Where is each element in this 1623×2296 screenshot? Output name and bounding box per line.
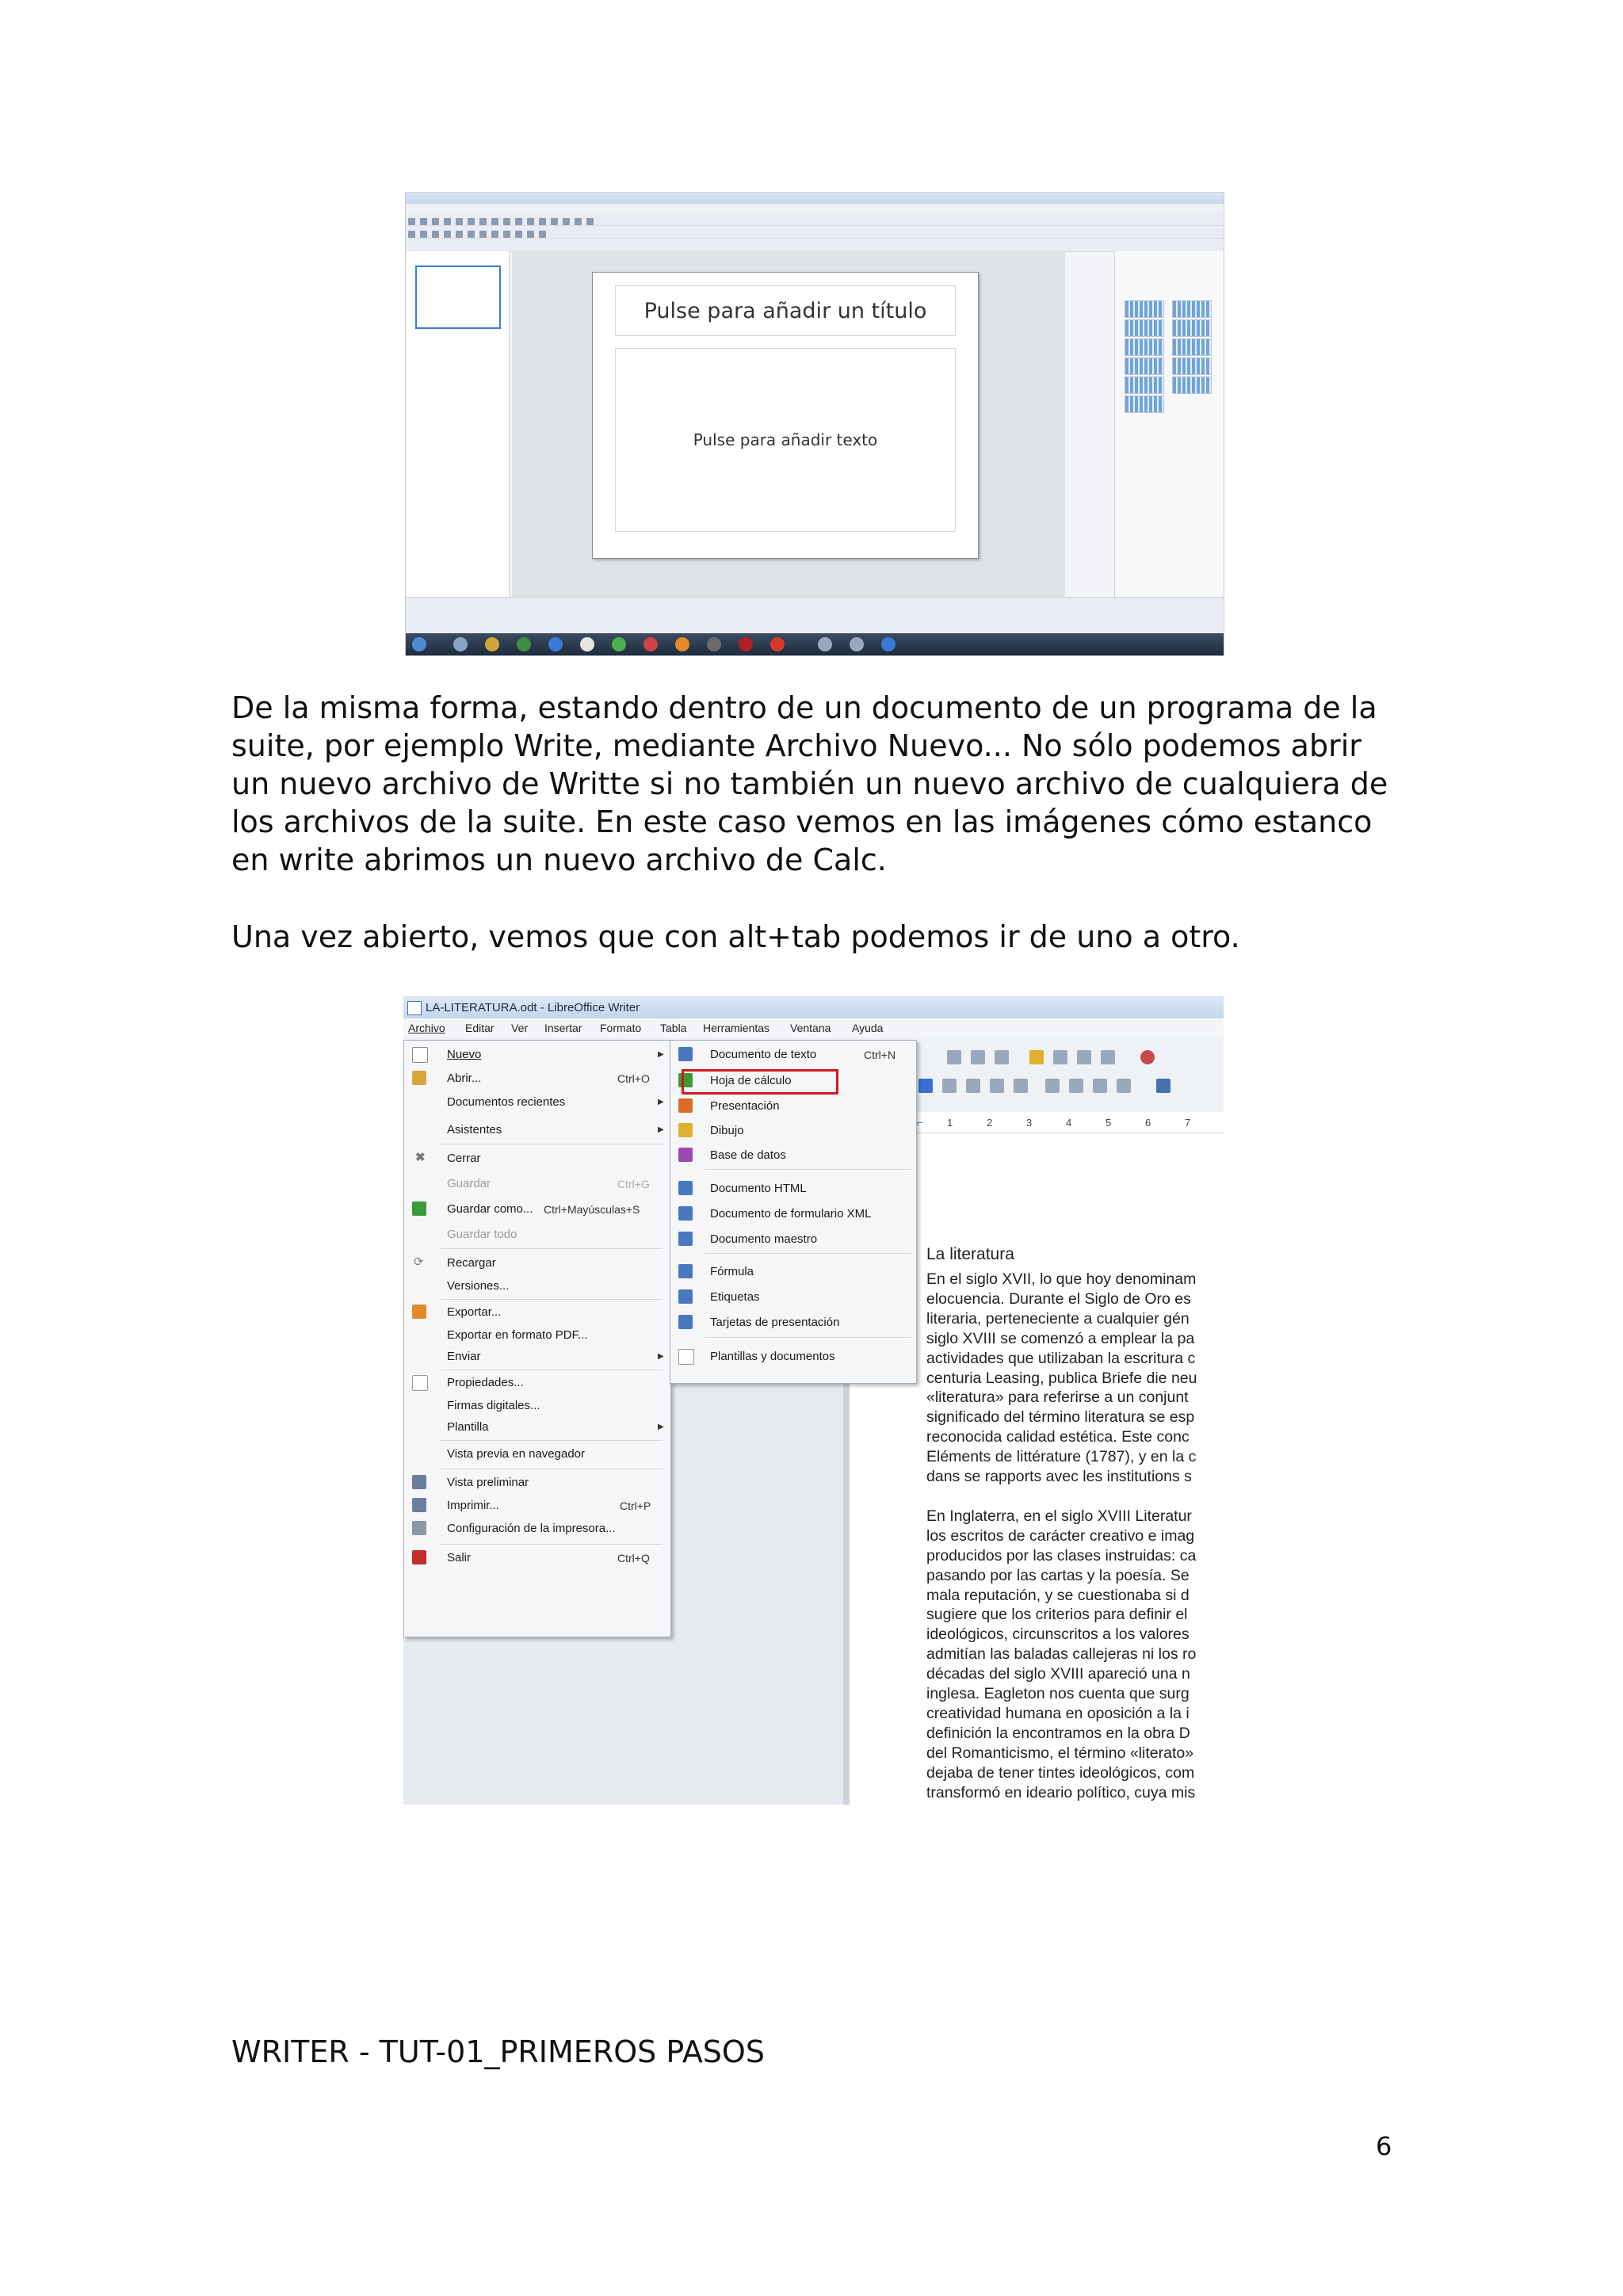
- font-color-icon[interactable]: [918, 1079, 933, 1093]
- menu-ver[interactable]: Ver: [511, 1022, 529, 1034]
- reload-icon: ⟳: [414, 1255, 424, 1269]
- menu-separator: [441, 1299, 663, 1300]
- body-paragraph: Una vez abierto, vemos que con alt+tab podemos ir de uno a otro.: [231, 919, 1240, 954]
- document-heading: La literatura: [926, 1245, 1014, 1263]
- text-document-icon: [678, 1047, 693, 1061]
- document-line: [926, 1487, 1224, 1507]
- impress-titlebar: [406, 193, 1224, 204]
- writer-titlebar: [403, 996, 1224, 1019]
- document-line: centuria Leasing, publica Briefe die neu: [926, 1369, 1197, 1387]
- writer-document-icon: [407, 1001, 422, 1015]
- slide-thumbnail[interactable]: [415, 266, 501, 329]
- submenu-arrow-icon: ▶: [658, 1423, 664, 1431]
- menu-item-versiones[interactable]: Versiones...: [447, 1279, 510, 1293]
- presentation-icon: [678, 1098, 693, 1113]
- toolbar-icon[interactable]: [947, 1050, 961, 1064]
- menu-item-exportar-pdf[interactable]: Exportar en formato PDF...: [447, 1328, 588, 1342]
- layout-thumb[interactable]: [1172, 338, 1212, 356]
- menu-item-enviar[interactable]: Enviar: [447, 1350, 481, 1363]
- document-line: Eléments de littérature (1787), y en la c: [926, 1448, 1197, 1466]
- document-text: [926, 1270, 1224, 1802]
- page-number: 6: [1376, 2131, 1392, 2161]
- menu-separator: [441, 1248, 663, 1249]
- layout-thumb[interactable]: [1172, 376, 1212, 394]
- tasks-panel: [1114, 251, 1224, 597]
- templates-icon: [678, 1349, 694, 1365]
- start-icon[interactable]: [412, 637, 426, 651]
- menu-item-guardar-todo[interactable]: Guardar todo: [447, 1228, 517, 1241]
- tab-stop-icon: ⌐: [917, 1117, 923, 1129]
- document-line: reconocida calidad estética. Este conc: [926, 1428, 1190, 1446]
- business-cards-icon: [678, 1315, 693, 1329]
- layout-thumb[interactable]: [1172, 357, 1212, 375]
- toolbar-icon[interactable]: [1077, 1050, 1091, 1064]
- taskbar-app-icon[interactable]: [453, 637, 468, 651]
- menu-separator: [441, 1440, 663, 1441]
- menu-item-plantilla[interactable]: Plantilla: [447, 1420, 489, 1434]
- menu-separator: [441, 1544, 663, 1545]
- layout-thumb[interactable]: [1125, 357, 1164, 375]
- printer-settings-icon: [412, 1521, 426, 1535]
- layout-thumb[interactable]: [1125, 300, 1164, 318]
- xml-form-icon: [678, 1206, 693, 1221]
- menu-separator: [705, 1337, 911, 1338]
- toolbar-icon[interactable]: [995, 1050, 1009, 1064]
- shortcut-label: Ctrl+O: [617, 1072, 650, 1085]
- menu-separator: [705, 1253, 911, 1254]
- list-icon[interactable]: [1045, 1079, 1060, 1093]
- labels-icon: [678, 1289, 693, 1304]
- taskbar-app-icon[interactable]: [675, 637, 689, 651]
- toolbar-icon[interactable]: [971, 1050, 985, 1064]
- taskbar-app-icon[interactable]: [739, 637, 753, 651]
- ruler-label: 7: [1185, 1117, 1191, 1129]
- document-line: dejaba de tener tintes ideológicos, com: [926, 1763, 1195, 1782]
- taskbar-app-icon[interactable]: [485, 637, 499, 651]
- impress-menubar: [406, 204, 1224, 213]
- layout-thumb[interactable]: [1172, 319, 1212, 337]
- impress-screenshot: [405, 192, 1224, 656]
- menu-item-nuevo[interactable]: Nuevo: [447, 1048, 482, 1061]
- justify-icon[interactable]: [1014, 1079, 1028, 1093]
- submenu-item-plantillas[interactable]: Plantillas y documentos: [710, 1350, 835, 1363]
- document-line: producidos por las clases instruidas: ca: [926, 1546, 1197, 1564]
- document-line: inglesa. Eagleton nos cuenta que surg: [926, 1685, 1190, 1703]
- taskbar-app-icon[interactable]: [881, 637, 896, 651]
- document-line: definición la encontramos en la obra D: [926, 1724, 1190, 1742]
- submenu-item-presentacion[interactable]: Presentación: [710, 1099, 780, 1113]
- ruler-label: 6: [1145, 1117, 1151, 1129]
- document-line: los escritos de carácter creativo e imag: [926, 1526, 1195, 1545]
- close-icon: ✖: [415, 1151, 426, 1164]
- layout-thumb[interactable]: [1125, 338, 1164, 356]
- menu-item-guardar-como[interactable]: Guardar como...: [447, 1202, 533, 1216]
- list-icon[interactable]: [1069, 1079, 1083, 1093]
- shortcut-label: Ctrl+G: [617, 1178, 650, 1190]
- document-line: admitían las baladas callejeras ni los ro: [926, 1645, 1197, 1664]
- document-line: sugiere que los criterios para definir el: [926, 1606, 1188, 1624]
- window-title: LA-LITERATURA.odt - LibreOffice Writer: [426, 1000, 640, 1014]
- document-line: En el siglo XVII, lo que hoy denominam: [926, 1270, 1197, 1288]
- menu-insertar[interactable]: Insertar: [544, 1022, 582, 1034]
- menu-item-recargar[interactable]: Recargar: [447, 1256, 496, 1270]
- ruler-label: 4: [1066, 1117, 1072, 1129]
- submenu-item-documento-html[interactable]: Documento HTML: [710, 1182, 807, 1195]
- exit-icon: [412, 1550, 426, 1564]
- title-placeholder[interactable]: Pulse para añadir un título: [615, 285, 956, 336]
- document-line: siglo XVIII se comenzó a emplear la pa: [926, 1329, 1195, 1347]
- database-icon: [678, 1148, 693, 1162]
- document-line: En Inglaterra, en el siglo XVIII Literatur: [926, 1507, 1192, 1525]
- submenu-item-formulario-xml[interactable]: Documento de formulario XML: [710, 1207, 872, 1221]
- export-icon: [412, 1305, 426, 1319]
- html-document-icon: [678, 1181, 693, 1195]
- align-left-icon[interactable]: [942, 1079, 957, 1093]
- toolbar-icon[interactable]: [1101, 1050, 1115, 1064]
- printer-icon: [412, 1498, 426, 1512]
- submenu-arrow-icon: ▶: [658, 1050, 664, 1059]
- ruler-label: 2: [987, 1117, 993, 1129]
- submenu-item-base-datos[interactable]: Base de datos: [710, 1148, 786, 1162]
- writer-menubar: [403, 1018, 1224, 1038]
- nuevo-submenu: [670, 1040, 917, 1384]
- submenu-item-documento-texto[interactable]: Documento de texto: [710, 1048, 817, 1061]
- document-line: transformó en ideario político, cuya mis: [926, 1783, 1196, 1801]
- save-as-icon: [412, 1201, 426, 1216]
- document-line: del Romanticismo, el término «literato»: [926, 1744, 1194, 1762]
- footer-title: WRITER - TUT-01_PRIMEROS PASOS: [231, 2034, 765, 2069]
- document-line: pasando por las cartas y la poesía. Se: [926, 1566, 1190, 1584]
- menu-ventana[interactable]: Ventana: [790, 1022, 831, 1034]
- windows-taskbar: [406, 633, 1224, 655]
- taskbar-app-icon[interactable]: [707, 637, 721, 651]
- document-line: literaria, perteneciente a cualquier gén: [926, 1309, 1190, 1328]
- shortcut-label: Ctrl+N: [864, 1049, 896, 1061]
- toolbar-icon[interactable]: [1140, 1050, 1155, 1064]
- menu-item-asistentes[interactable]: Asistentes: [447, 1123, 502, 1137]
- submenu-arrow-icon: ▶: [658, 1125, 664, 1134]
- shortcut-label: Ctrl+Q: [617, 1552, 650, 1564]
- layout-thumb[interactable]: [1125, 395, 1164, 413]
- taskbar-app-icon[interactable]: [548, 637, 563, 651]
- menu-herramientas[interactable]: Herramientas: [703, 1022, 770, 1034]
- submenu-item-tarjetas[interactable]: Tarjetas de presentación: [710, 1316, 840, 1329]
- menu-archivo[interactable]: Archivo: [408, 1022, 445, 1034]
- taskbar-app-icon[interactable]: [580, 637, 594, 651]
- drawing-icon: [678, 1123, 693, 1137]
- highlight-icon[interactable]: [1156, 1079, 1170, 1093]
- taskbar-app-icon[interactable]: [818, 637, 832, 651]
- submenu-arrow-icon: ▶: [658, 1352, 664, 1361]
- submenu-item-hoja-calculo[interactable]: Hoja de cálculo: [710, 1074, 792, 1087]
- properties-icon: [412, 1375, 428, 1391]
- body-paragraph: De la misma forma, estando dentro de un documento de un programa de la suite, por ejemplo Write, mediante Archivo Nuevo... No sólo podemos abrir un nuevo archivo de Writte si no también un nuevo archivo de cualquiera de los archivos de la suite. En este caso vemos en las imágenes cómo estanco en write abrimos un nuevo archivo de Calc.: [231, 690, 1388, 877]
- master-document-icon: [678, 1232, 693, 1246]
- submenu-item-dibujo[interactable]: Dibujo: [710, 1124, 744, 1137]
- ruler-label: 1: [947, 1117, 953, 1129]
- document-line: «literatura» para referirse a un conjunt: [926, 1389, 1189, 1407]
- document-line: décadas del siglo XVIII apareció una n: [926, 1665, 1190, 1683]
- horizontal-ruler: [911, 1115, 1224, 1133]
- menu-item-imprimir[interactable]: Imprimir...: [447, 1499, 499, 1512]
- body-placeholder[interactable]: Pulse para añadir texto: [615, 348, 956, 532]
- menu-item-exportar[interactable]: Exportar...: [447, 1305, 502, 1319]
- formula-icon: [678, 1264, 693, 1278]
- highlight-box: [682, 1069, 838, 1095]
- menu-item-salir[interactable]: Salir: [447, 1551, 472, 1564]
- menu-ayuda[interactable]: Ayuda: [852, 1022, 884, 1034]
- taskbar-app-icon[interactable]: [643, 637, 658, 651]
- menu-item-firmas[interactable]: Firmas digitales...: [447, 1399, 540, 1412]
- taskbar-app-icon[interactable]: [517, 637, 531, 651]
- toolbar-icon[interactable]: [1053, 1050, 1067, 1064]
- menu-tabla[interactable]: Tabla: [660, 1022, 687, 1034]
- document-line: mala reputación, y se cuestionaba si d: [926, 1586, 1190, 1604]
- menu-formato[interactable]: Formato: [600, 1022, 642, 1034]
- impress-toolbar-1: [406, 213, 1224, 226]
- impress-tab-bar: [406, 239, 1224, 252]
- menu-editar[interactable]: Editar: [465, 1022, 495, 1034]
- ruler-label: 3: [1026, 1117, 1033, 1129]
- document-line: elocuencia. Durante el Siglo de Oro es: [926, 1289, 1191, 1308]
- slides-panel: [406, 251, 510, 597]
- toolbar-icon[interactable]: [1029, 1050, 1044, 1064]
- writer-screenshot: [403, 996, 1224, 1805]
- slide: [592, 272, 979, 559]
- taskbar-app-icon[interactable]: [850, 637, 864, 651]
- open-folder-icon: [412, 1071, 426, 1085]
- document-line: creatividad humana en oposición a la i: [926, 1704, 1190, 1722]
- submenu-item-formula[interactable]: Fórmula: [710, 1265, 754, 1278]
- align-right-icon[interactable]: [990, 1079, 1004, 1093]
- indent-icon[interactable]: [1117, 1079, 1131, 1093]
- submenu-arrow-icon: ▶: [658, 1098, 664, 1106]
- shortcut-label: Ctrl+Mayúsculas+S: [544, 1203, 640, 1216]
- document-line: dans se rapports avec les institutions s: [926, 1468, 1192, 1486]
- new-document-icon: [412, 1047, 428, 1063]
- menu-item-vista-navegador[interactable]: Vista previa en navegador: [447, 1447, 586, 1461]
- align-center-icon[interactable]: [966, 1079, 980, 1093]
- document-line: ideológicos, circunscritos a los valores: [926, 1626, 1190, 1644]
- ruler-label: 5: [1106, 1117, 1112, 1129]
- menu-item-cerrar[interactable]: Cerrar: [447, 1152, 481, 1165]
- menu-item-config-impresora[interactable]: Configuración de la impresora...: [447, 1522, 616, 1535]
- document-line: significado del término literatura se esp: [926, 1408, 1195, 1427]
- layout-thumb[interactable]: [1125, 376, 1164, 394]
- layout-thumb[interactable]: [1125, 319, 1164, 337]
- menu-item-vista-preliminar[interactable]: Vista preliminar: [447, 1476, 529, 1489]
- menu-separator: [705, 1169, 911, 1170]
- menu-item-recientes[interactable]: Documentos recientes: [447, 1095, 566, 1109]
- print-preview-icon: [412, 1475, 426, 1489]
- document-line: actividades que utilizaban la escritura c: [926, 1349, 1196, 1367]
- menu-item-abrir[interactable]: Abrir...: [447, 1072, 482, 1085]
- indent-icon[interactable]: [1093, 1079, 1107, 1093]
- layout-thumb[interactable]: [1172, 300, 1212, 318]
- impress-drawing-toolbar: [406, 597, 1224, 634]
- menu-item-guardar[interactable]: Guardar: [447, 1177, 491, 1190]
- submenu-item-documento-maestro[interactable]: Documento maestro: [710, 1232, 818, 1246]
- archivo-menu: [403, 1040, 671, 1637]
- submenu-item-etiquetas[interactable]: Etiquetas: [710, 1290, 760, 1304]
- taskbar-app-icon[interactable]: [770, 637, 785, 651]
- shortcut-label: Ctrl+P: [620, 1499, 651, 1512]
- taskbar-app-icon[interactable]: [612, 637, 626, 651]
- impress-toolbar-2: [406, 226, 1224, 239]
- menu-item-propiedades[interactable]: Propiedades...: [447, 1376, 524, 1389]
